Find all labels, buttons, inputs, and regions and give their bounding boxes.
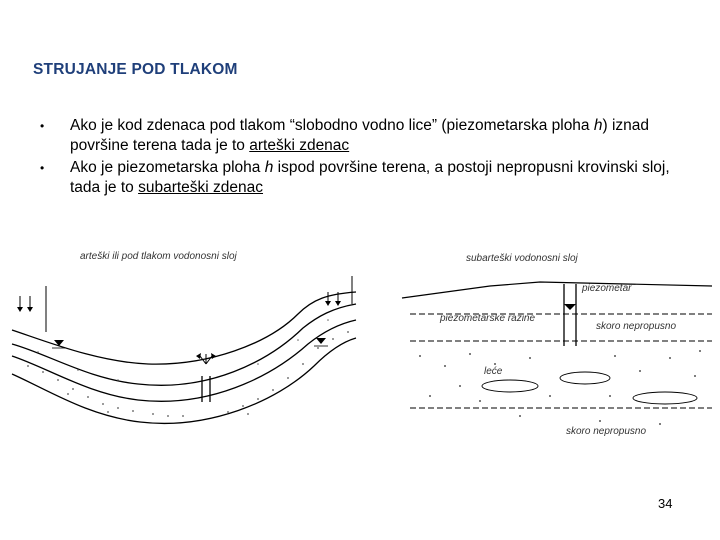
figure-caption-right: subarteški vodonosni sloj	[466, 253, 578, 264]
label-piezometar: piezometar	[582, 283, 632, 294]
bullet-italic-h: h	[593, 117, 603, 134]
aquifer-dots	[419, 350, 701, 425]
bullet-text	[70, 158, 690, 198]
bullet-text-part: ) iznad površine terena tada je to	[70, 117, 650, 154]
bullet-text	[70, 116, 690, 156]
confining-layer-top	[12, 304, 356, 385]
bullet-item-artesian	[40, 116, 690, 156]
piezometer-tube	[564, 284, 576, 346]
underlined-term-subarteski-zdenac: subarteški zdenac	[138, 179, 264, 196]
aquifer-top	[12, 320, 356, 401]
label-lece: leće	[484, 366, 503, 377]
label-piezometarske-razine: piezometarske razine	[440, 313, 536, 324]
subartesian-aquifer-diagram	[400, 246, 715, 441]
recharge-arrows-right	[328, 276, 352, 304]
recharge-arrowheads-left	[17, 307, 33, 312]
piezometer-water-symbol	[564, 304, 576, 310]
bullet-marker: •	[40, 119, 45, 133]
label-skoro-nepropusno-bottom: skoro nepropusno	[566, 426, 647, 437]
bullet-item-subartesian	[40, 158, 690, 198]
ground-surface-line	[12, 292, 356, 364]
bullet-text-part: Ako je piezometarska ploha	[70, 159, 265, 176]
fountain-arrows	[200, 354, 212, 364]
figure-caption-left: arteški ili pod tlakom vodonosni sloj	[80, 251, 237, 262]
water-level-symbol-right	[314, 338, 328, 346]
bullet-italic-h: h	[264, 159, 274, 176]
aquifer-bottom	[12, 338, 356, 423]
bullet-list	[40, 116, 690, 198]
artesian-aquifer-diagram	[8, 244, 360, 444]
underlined-term-arteski-zdenac: arteški zdenac	[249, 137, 350, 154]
bullet-marker: •	[40, 161, 45, 175]
bullet-text-part: ispod površine terena, a postoji nepropusni krovinski sloj, tada je to	[70, 159, 670, 196]
page-number: 34	[658, 496, 673, 511]
lenses	[482, 372, 697, 404]
ground-surface	[402, 282, 712, 298]
confining-dots	[37, 319, 329, 381]
bullet-text-part: Ako je kod zdenaca pod tlakom “slobodno vodno lice” (piezometarska ploha	[70, 117, 594, 134]
label-skoro-nepropusno-top: skoro nepropusno	[596, 321, 677, 332]
slide-title: STRUJANJE POD TLAKOM	[33, 61, 238, 78]
recharge-arrowheads-right	[325, 301, 341, 306]
recharge-arrows-left	[20, 286, 46, 332]
